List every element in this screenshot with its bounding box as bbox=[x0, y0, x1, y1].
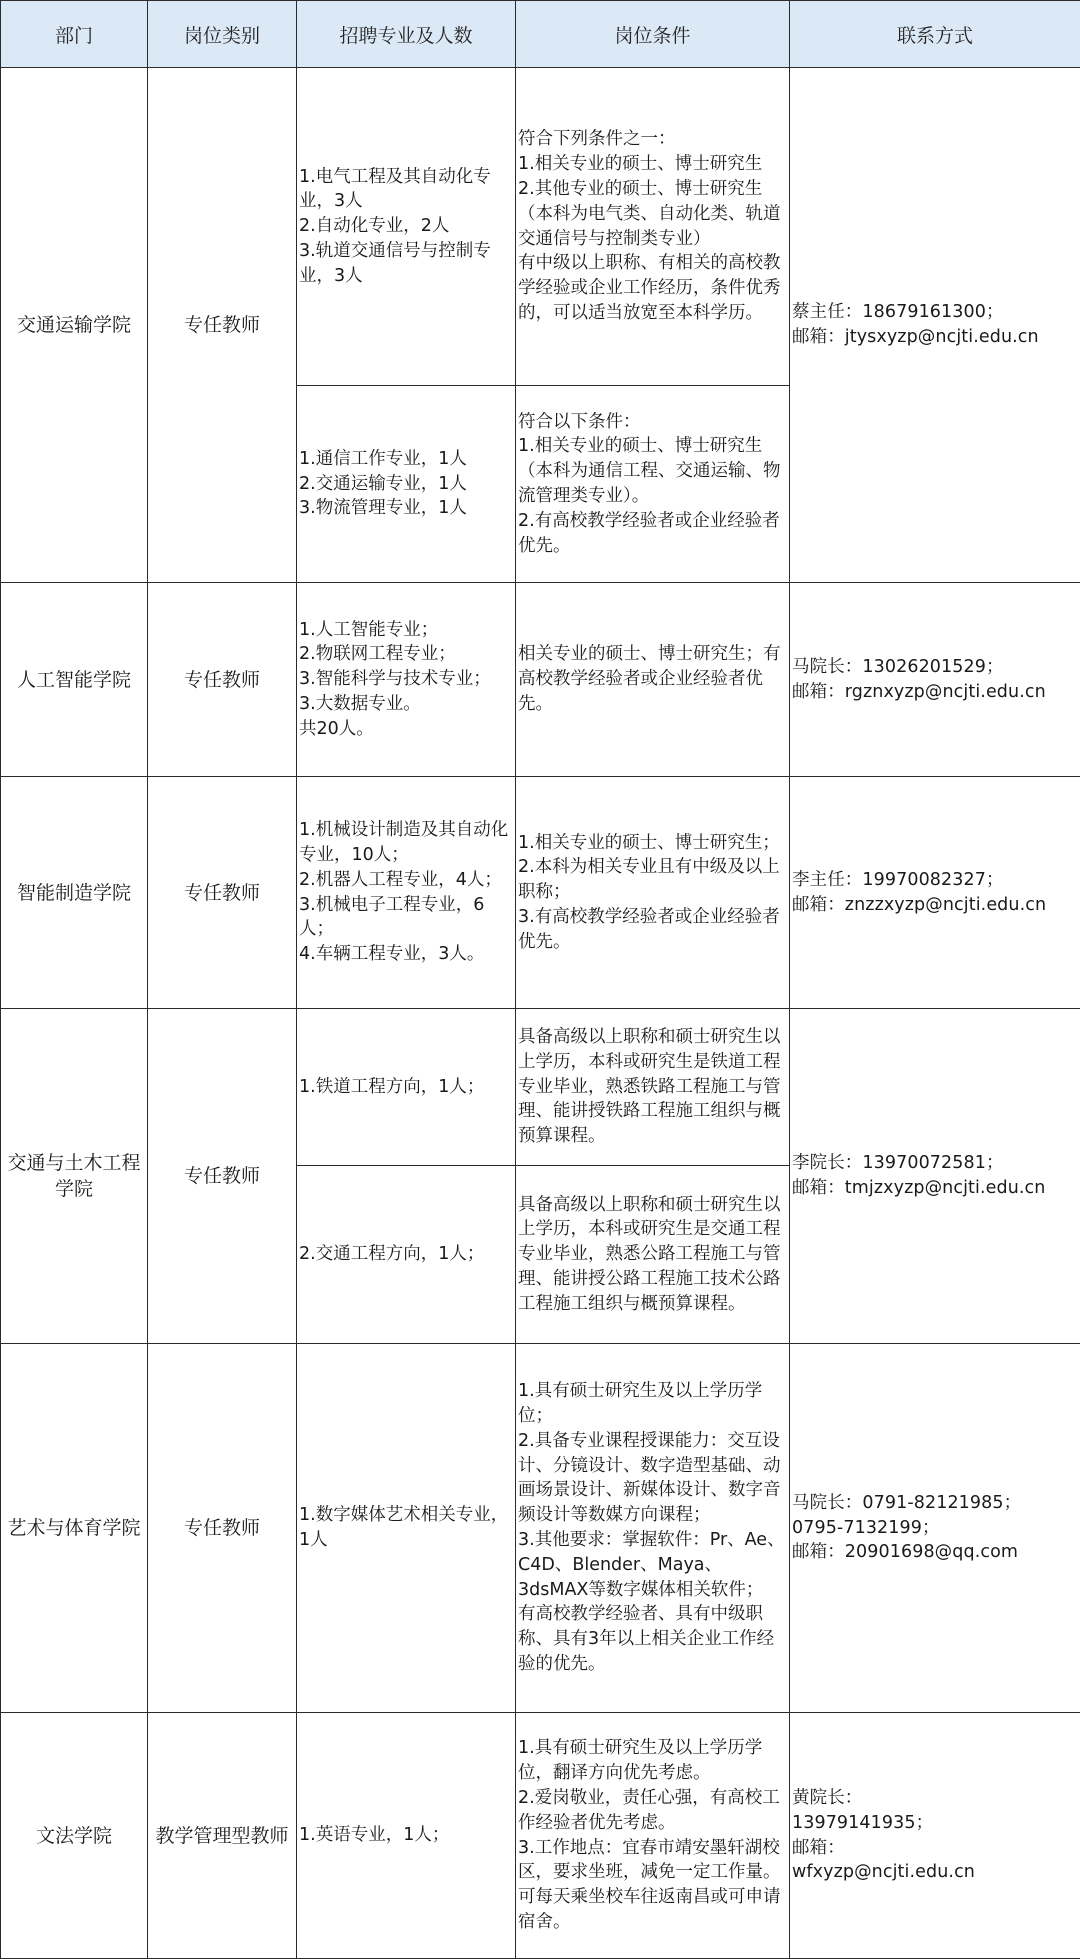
table-row bbox=[1, 777, 1080, 1009]
contact-cell: 马院长：13026201529； 邮箱：rgznxyzp@ncjti.edu.cn bbox=[790, 583, 1080, 777]
majors-cell: 2.交通工程方向，1人； bbox=[297, 1166, 516, 1344]
department-cell: 艺术与体育学院 bbox=[1, 1344, 148, 1713]
department-cell: 交通运输学院 bbox=[1, 68, 148, 583]
conditions-cell: 符合以下条件： 1.相关专业的硕士、博士研究生（本科为通信工程、交通运输、物流管理类专业）。 2.有高校教学经验者或企业经验者优先。 bbox=[516, 386, 790, 583]
majors-cell: 1.电气工程及其自动化专业，3人 2.自动化专业，2人 3.轨道交通信号与控制专业，3人 bbox=[297, 68, 516, 386]
table-row bbox=[1, 1713, 1080, 1959]
department-cell: 文法学院 bbox=[1, 1713, 148, 1959]
table-row bbox=[1, 583, 1080, 777]
conditions-cell: 具备高级以上职称和硕士研究生以上学历，本科或研究生是铁道工程专业毕业，熟悉铁路工程施工与管理、能讲授铁路工程施工组织与概预算课程。 bbox=[516, 1009, 790, 1166]
header-majors-count: 招聘专业及人数 bbox=[297, 1, 516, 68]
majors-cell: 1.数字媒体艺术相关专业，1人 bbox=[297, 1344, 516, 1713]
contact-cell: 黄院长： 13979141935； 邮箱： wfxyzp@ncjti.edu.cn bbox=[790, 1713, 1080, 1959]
conditions-cell: 相关专业的硕士、博士研究生；有高校教学经验者或企业经验者优先。 bbox=[516, 583, 790, 777]
header-position-category: 岗位类别 bbox=[148, 1, 297, 68]
header-contact: 联系方式 bbox=[790, 1, 1080, 68]
conditions-cell: 1.具有硕士研究生及以上学历学位，翻译方向优先考虑。 2.爱岗敬业，责任心强，有高校工作经验者优先考虑。 3.工作地点：宜春市靖安墨轩湖校区，要求坐班，减免一定工作量。可每天乘坐校车往返南昌或可申请宿舍。 bbox=[516, 1713, 790, 1959]
category-cell: 专任教师 bbox=[148, 583, 297, 777]
category-cell: 专任教师 bbox=[148, 1344, 297, 1713]
header-row bbox=[1, 1, 1080, 68]
conditions-cell: 具备高级以上职称和硕士研究生以上学历，本科或研究生是交通工程专业毕业，熟悉公路工程施工与管理、能讲授公路工程施工技术公路工程施工组织与概预算课程。 bbox=[516, 1166, 790, 1344]
conditions-cell: 1.相关专业的硕士、博士研究生； 2.本科为相关专业且有中级及以上职称； 3.有高校教学经验者或企业经验者优先。 bbox=[516, 777, 790, 1009]
header-department: 部门 bbox=[1, 1, 148, 68]
contact-cell: 李院长：13970072581； 邮箱：tmjzxyzp@ncjti.edu.cn bbox=[790, 1009, 1080, 1344]
majors-cell: 1.机械设计制造及其自动化专业，10人； 2.机器人工程专业，4人； 3.机械电子工程专业，6人； 4.车辆工程专业，3人。 bbox=[297, 777, 516, 1009]
category-cell: 专任教师 bbox=[148, 1009, 297, 1344]
majors-cell: 1.通信工作专业，1人 2.交通运输专业，1人 3.物流管理专业，1人 bbox=[297, 386, 516, 583]
category-cell: 教学管理型教师 bbox=[148, 1713, 297, 1959]
contact-cell: 蔡主任：18679161300； 邮箱：jtysxyzp@ncjti.edu.cn bbox=[790, 68, 1080, 583]
majors-cell: 1.人工智能专业； 2.物联网工程专业； 3.智能科学与技术专业； 3.大数据专业。 共20人。 bbox=[297, 583, 516, 777]
department-cell: 交通与土木工程学院 bbox=[1, 1009, 148, 1344]
header-conditions: 岗位条件 bbox=[516, 1, 790, 68]
table-row bbox=[1, 1009, 1080, 1166]
category-cell: 专任教师 bbox=[148, 777, 297, 1009]
table-row bbox=[1, 1344, 1080, 1713]
department-cell: 智能制造学院 bbox=[1, 777, 148, 1009]
table-row bbox=[1, 68, 1080, 386]
category-cell: 专任教师 bbox=[148, 68, 297, 583]
conditions-cell: 1.具有硕士研究生及以上学历学位； 2.具备专业课程授课能力：交互设计、分镜设计、数字造型基础、动画场景设计、新媒体设计、数字音频设计等数媒方向课程； 3.其他要求：掌握软件：Pr、Ae、C4D、Blender、Maya、3dsMAX等数字媒体相关软件； 有高校教学经验者、具有中级职称、具有3年以上相关企业工作经验的优先。 bbox=[516, 1344, 790, 1713]
majors-cell: 1.铁道工程方向，1人； bbox=[297, 1009, 516, 1166]
conditions-cell: 符合下列条件之一： 1.相关专业的硕士、博士研究生 2.其他专业的硕士、博士研究生（本科为电气类、自动化类、轨道交通信号与控制类专业） 有中级以上职称、有相关的高校教学经验或企业工作经历，条件优秀的，可以适当放宽至本科学历。 bbox=[516, 68, 790, 386]
department-cell: 人工智能学院 bbox=[1, 583, 148, 777]
majors-cell: 1.英语专业，1人； bbox=[297, 1713, 516, 1959]
contact-cell: 李主任：19970082327； 邮箱：znzzxyzp@ncjti.edu.cn bbox=[790, 777, 1080, 1009]
contact-cell: 马院长：0791-82121985； 0795-7132199； 邮箱：20901698@qq.com bbox=[790, 1344, 1080, 1713]
